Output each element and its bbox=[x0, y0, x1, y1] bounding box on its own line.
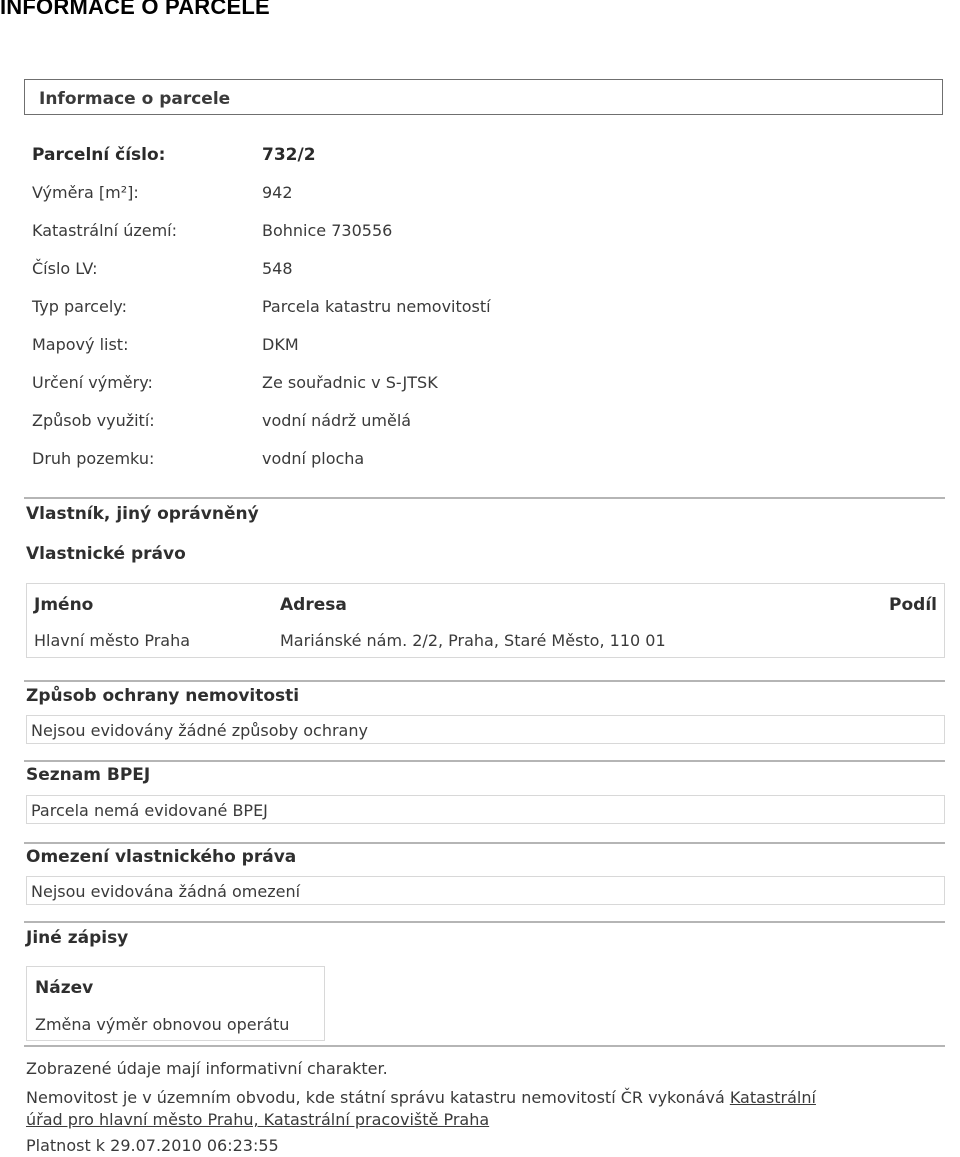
office-info bbox=[26, 1087, 926, 1131]
property-label: Mapový list: bbox=[32, 335, 129, 354]
property-row-area-determination bbox=[32, 368, 912, 406]
property-row-usage bbox=[32, 406, 912, 444]
protection-text: Nejsou evidovány žádné způsoby ochrany bbox=[31, 721, 368, 740]
other-records-section-title: Jiné zápisy bbox=[26, 928, 129, 948]
bpej-section-title: Seznam BPEJ bbox=[26, 765, 151, 785]
divider bbox=[24, 760, 945, 762]
property-row-land-type bbox=[32, 444, 912, 482]
divider bbox=[24, 680, 945, 682]
property-row-area bbox=[32, 178, 912, 216]
property-row-map-sheet bbox=[32, 330, 912, 368]
property-value: DKM bbox=[262, 335, 299, 354]
property-label: Druh pozemku: bbox=[32, 449, 155, 468]
column-header-address: Adresa bbox=[280, 595, 347, 615]
column-header-title: Název bbox=[35, 978, 94, 998]
parcel-info-header: Informace o parcele bbox=[39, 89, 231, 109]
property-value: vodní plocha bbox=[262, 449, 365, 468]
restrictions-section-title: Omezení vlastnického práva bbox=[26, 847, 297, 867]
property-label: Parcelní číslo: bbox=[32, 145, 166, 165]
property-value: Bohnice 730556 bbox=[262, 221, 393, 240]
divider bbox=[24, 1045, 945, 1047]
validity-timestamp: Platnost k 29.07.2010 06:23:55 bbox=[26, 1136, 279, 1155]
parcel-properties bbox=[32, 140, 912, 482]
bpej-box bbox=[26, 795, 945, 824]
restrictions-text: Nejsou evidována žádná omezení bbox=[31, 882, 301, 901]
owner-table bbox=[26, 583, 945, 658]
column-header-share: Podíl bbox=[889, 595, 937, 615]
informative-note: Zobrazené údaje mají informativní charakter. bbox=[26, 1059, 388, 1078]
property-row-parcel-type bbox=[32, 292, 912, 330]
restrictions-box bbox=[26, 876, 945, 905]
other-records-table bbox=[26, 966, 325, 1041]
bpej-text: Parcela nemá evidované BPEJ bbox=[31, 801, 268, 820]
cadastral-office-link-line1[interactable]: Katastrální bbox=[729, 1088, 816, 1107]
divider bbox=[24, 497, 945, 499]
office-info-text: Nemovitost je v územním obvodu, kde státní správu katastru nemovitostí ČR vykonává bbox=[26, 1088, 730, 1107]
property-row-parcel-number bbox=[32, 140, 912, 178]
owner-name-cell: Hlavní město Praha bbox=[34, 631, 191, 650]
property-value: 732/2 bbox=[262, 145, 316, 165]
property-label: Katastrální území: bbox=[32, 221, 178, 240]
property-label: Určení výměry: bbox=[32, 373, 153, 392]
owner-section-title: Vlastník, jiný oprávněný bbox=[26, 504, 259, 524]
parcel-info-header-box bbox=[24, 79, 943, 115]
property-value: Parcela katastru nemovitostí bbox=[262, 297, 491, 316]
property-value: 942 bbox=[262, 183, 293, 202]
cadastral-office-link-line2[interactable]: úřad pro hlavní město Prahu, Katastrální pracoviště Praha bbox=[26, 1110, 490, 1129]
other-record-cell: Změna výměr obnovou operátu bbox=[35, 1015, 290, 1034]
property-label: Výměra [m²]: bbox=[32, 183, 139, 202]
divider bbox=[24, 921, 945, 923]
property-row-cadastral-area bbox=[32, 216, 912, 254]
ownership-right-title: Vlastnické právo bbox=[26, 544, 186, 564]
property-label: Způsob využití: bbox=[32, 411, 155, 430]
property-row-lv-number bbox=[32, 254, 912, 292]
owner-address-cell: Mariánské nám. 2/2, Praha, Staré Město, 110 01 bbox=[280, 631, 666, 650]
protection-section-title: Způsob ochrany nemovitosti bbox=[26, 686, 300, 706]
property-value: 548 bbox=[262, 259, 293, 278]
column-header-name: Jméno bbox=[34, 595, 94, 615]
property-label: Číslo LV: bbox=[32, 259, 98, 278]
property-value: Ze souřadnic v S-JTSK bbox=[262, 373, 438, 392]
property-label: Typ parcely: bbox=[32, 297, 127, 316]
page-title: INFORMACE O PARCELE bbox=[0, 0, 270, 19]
protection-box bbox=[26, 715, 945, 744]
property-value: vodní nádrž umělá bbox=[262, 411, 412, 430]
divider bbox=[24, 842, 945, 844]
